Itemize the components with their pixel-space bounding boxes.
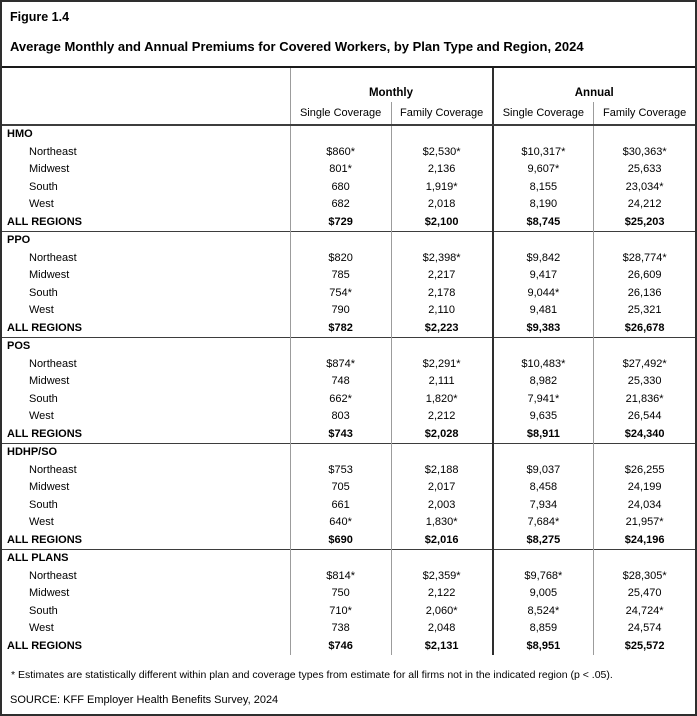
all-regions-row [2,214,695,232]
premium-value-total: $729 [290,214,391,232]
empty-cell [493,550,594,568]
premium-value: 9,635 [493,408,594,426]
region-row [2,391,695,409]
premium-value: 7,941* [493,391,594,409]
region-label: Midwest [29,587,70,599]
premium-value: $10,317* [493,144,594,162]
all-regions-label: ALL REGIONS [7,321,82,334]
monthly-single-coverage-header: Single Coverage [290,102,391,125]
premium-value: 2,178 [391,285,492,303]
premium-value: 705 [290,479,391,497]
premiums-table [2,68,695,655]
premium-value: $27,492* [594,356,695,374]
premium-value: $860* [290,144,391,162]
region-label: West [29,198,54,210]
figure-title: Average Monthly and Annual Premiums for Covered Workers, by Plan Type and Region, 2024 [10,39,584,54]
premium-value-total: $2,028 [391,426,492,444]
premium-value: 9,417 [493,267,594,285]
empty-cell [391,125,492,144]
title-block [2,2,695,54]
premium-value: 8,859 [493,620,594,638]
empty-cell [290,338,391,356]
region-row [2,302,695,320]
premium-value: $814* [290,568,391,586]
region-row [2,585,695,603]
premium-value: 9,481 [493,302,594,320]
premium-value: 26,609 [594,267,695,285]
empty-cell [493,444,594,462]
region-label: Midwest [29,375,70,387]
premium-value: 25,330 [594,373,695,391]
column-group-header-row [2,68,695,102]
region-row [2,408,695,426]
premium-value: $9,037 [493,462,594,480]
empty-cell [391,444,492,462]
region-row [2,250,695,268]
premium-value: 2,136 [391,161,492,179]
premium-value: 8,155 [493,179,594,197]
empty-cell [493,338,594,356]
premium-value: 8,190 [493,196,594,214]
premium-value: 24,724* [594,603,695,621]
empty-cell [290,125,391,144]
premium-value-total: $8,745 [493,214,594,232]
premium-value: 7,934 [493,497,594,515]
figure-number-label: Figure 1.4 [10,10,70,24]
premium-value: 2,212 [391,408,492,426]
premium-value: 748 [290,373,391,391]
all-regions-label: ALL REGIONS [7,533,82,546]
premium-value: $26,255 [594,462,695,480]
premium-value: $874* [290,356,391,374]
empty-cell [290,444,391,462]
premium-value: 24,034 [594,497,695,515]
premium-value: 738 [290,620,391,638]
all-regions-row [2,320,695,338]
premium-value: 21,957* [594,514,695,532]
premium-value: $9,842 [493,250,594,268]
empty-cell [391,338,492,356]
premium-value-total: $8,951 [493,638,594,656]
premium-value: $30,363* [594,144,695,162]
premium-value: 680 [290,179,391,197]
premium-value: 1,820* [391,391,492,409]
monthly-column-group-header: Monthly [290,68,493,102]
empty-cell [594,125,695,144]
region-row [2,373,695,391]
region-row [2,462,695,480]
region-label: Northeast [29,463,77,476]
premiums-table-head [2,68,695,125]
premium-value: 662* [290,391,391,409]
region-row [2,514,695,532]
premium-value: 803 [290,408,391,426]
region-label: Northeast [29,145,77,158]
premium-value-total: $8,275 [493,532,594,550]
plan-type-label: HMO [2,125,290,144]
premium-value: 661 [290,497,391,515]
empty-cell [391,550,492,568]
premium-value: 9,607* [493,161,594,179]
annual-single-coverage-header: Single Coverage [493,102,594,125]
region-row [2,356,695,374]
all-regions-label: ALL REGIONS [7,427,82,440]
empty-cell [493,232,594,250]
plan-type-header-row [2,125,695,144]
premium-value-total: $26,678 [594,320,695,338]
empty-cell [290,232,391,250]
premium-value: 26,136 [594,285,695,303]
premium-value: 7,684* [493,514,594,532]
empty-cell [391,232,492,250]
monthly-family-coverage-header: Family Coverage [391,102,492,125]
premium-value-total: $782 [290,320,391,338]
premium-value: $2,530* [391,144,492,162]
premium-value: $2,188 [391,462,492,480]
premium-value: 785 [290,267,391,285]
all-regions-row [2,532,695,550]
premium-value: $28,305* [594,568,695,586]
region-row [2,267,695,285]
premium-value: 21,836* [594,391,695,409]
premium-value-total: $2,016 [391,532,492,550]
premium-value: 2,017 [391,479,492,497]
premium-value: 9,044* [493,285,594,303]
plan-type-label: POS [2,338,290,356]
premium-value: $28,774* [594,250,695,268]
premium-value: 24,212 [594,196,695,214]
empty-cell [594,444,695,462]
premium-value-total: $25,203 [594,214,695,232]
premium-value-total: $9,383 [493,320,594,338]
region-row [2,603,695,621]
premium-value: 2,018 [391,196,492,214]
region-label: South [29,498,58,511]
premiums-table-body [2,125,695,655]
empty-cell [290,550,391,568]
plan-type-header-row [2,232,695,250]
premium-value: 2,217 [391,267,492,285]
premium-value: 1,919* [391,179,492,197]
plan-type-header-row [2,338,695,356]
plan-type-label: HDHP/SO [2,444,290,462]
premium-value: $9,768* [493,568,594,586]
all-regions-label: ALL REGIONS [7,639,82,652]
premium-value-total: $2,223 [391,320,492,338]
region-label: Midwest [29,269,70,281]
region-label: South [29,392,58,405]
premium-value-total: $746 [290,638,391,656]
premium-value-total: $690 [290,532,391,550]
region-label: Northeast [29,357,77,370]
premium-value: 710* [290,603,391,621]
region-label: West [29,516,54,528]
all-regions-row [2,638,695,656]
empty-corner-cell [2,102,290,125]
premium-value: $2,291* [391,356,492,374]
premium-value: 26,544 [594,408,695,426]
region-label: Midwest [29,163,70,175]
region-row [2,497,695,515]
region-label: West [29,622,54,634]
premium-value: 2,048 [391,620,492,638]
premium-value: 750 [290,585,391,603]
region-label: West [29,410,54,422]
statistical-footnote: * Estimates are statistically different within plan and coverage types from estimate for all firms not in the indicated region (p < .05). [11,669,613,681]
premium-value-total: $743 [290,426,391,444]
region-label: Midwest [29,481,70,493]
premium-value: $820 [290,250,391,268]
region-row [2,196,695,214]
source-line: SOURCE: KFF Employer Health Benefits Survey, 2024 [10,694,279,706]
premium-value: 24,199 [594,479,695,497]
all-regions-row [2,426,695,444]
annual-family-coverage-header: Family Coverage [594,102,695,125]
premium-value: 25,633 [594,161,695,179]
premium-value: 801* [290,161,391,179]
region-label: West [29,304,54,316]
premium-value: 25,470 [594,585,695,603]
all-regions-label: ALL REGIONS [7,215,82,228]
premium-value: 754* [290,285,391,303]
premium-value: 8,524* [493,603,594,621]
region-row [2,161,695,179]
premium-value: 790 [290,302,391,320]
premium-value: 682 [290,196,391,214]
plan-type-label: ALL PLANS [2,550,290,568]
premium-value: 23,034* [594,179,695,197]
empty-cell [594,550,695,568]
region-row [2,568,695,586]
premium-value: 24,574 [594,620,695,638]
plan-type-label: PPO [2,232,290,250]
premium-value-total: $25,572 [594,638,695,656]
region-row [2,285,695,303]
annual-column-group-header: Annual [493,68,696,102]
region-label: South [29,286,58,299]
plan-type-header-row [2,550,695,568]
region-row [2,479,695,497]
plan-type-header-row [2,444,695,462]
premium-value: 2,003 [391,497,492,515]
premium-value: 8,982 [493,373,594,391]
region-row [2,144,695,162]
premium-value: $753 [290,462,391,480]
premium-value: 9,005 [493,585,594,603]
premium-value: 25,321 [594,302,695,320]
premium-value-total: $24,340 [594,426,695,444]
premium-value-total: $8,911 [493,426,594,444]
premium-value: $2,359* [391,568,492,586]
premium-value: $2,398* [391,250,492,268]
region-label: Northeast [29,569,77,582]
empty-cell [594,338,695,356]
premium-value: 640* [290,514,391,532]
premium-value: 1,830* [391,514,492,532]
region-row [2,179,695,197]
region-label: South [29,604,58,617]
premium-value-total: $24,196 [594,532,695,550]
empty-cell [594,232,695,250]
region-label: South [29,180,58,193]
premium-value: 2,122 [391,585,492,603]
premium-value-total: $2,100 [391,214,492,232]
premium-value: $10,483* [493,356,594,374]
region-row [2,620,695,638]
premium-value-total: $2,131 [391,638,492,656]
premium-value: 2,111 [391,373,492,391]
empty-cell [493,125,594,144]
region-label: Northeast [29,251,77,264]
column-header-row [2,102,695,125]
premium-value: 8,458 [493,479,594,497]
premium-value: 2,060* [391,603,492,621]
empty-corner-cell [2,68,290,102]
premium-value: 2,110 [391,302,492,320]
notes-block [2,669,695,706]
